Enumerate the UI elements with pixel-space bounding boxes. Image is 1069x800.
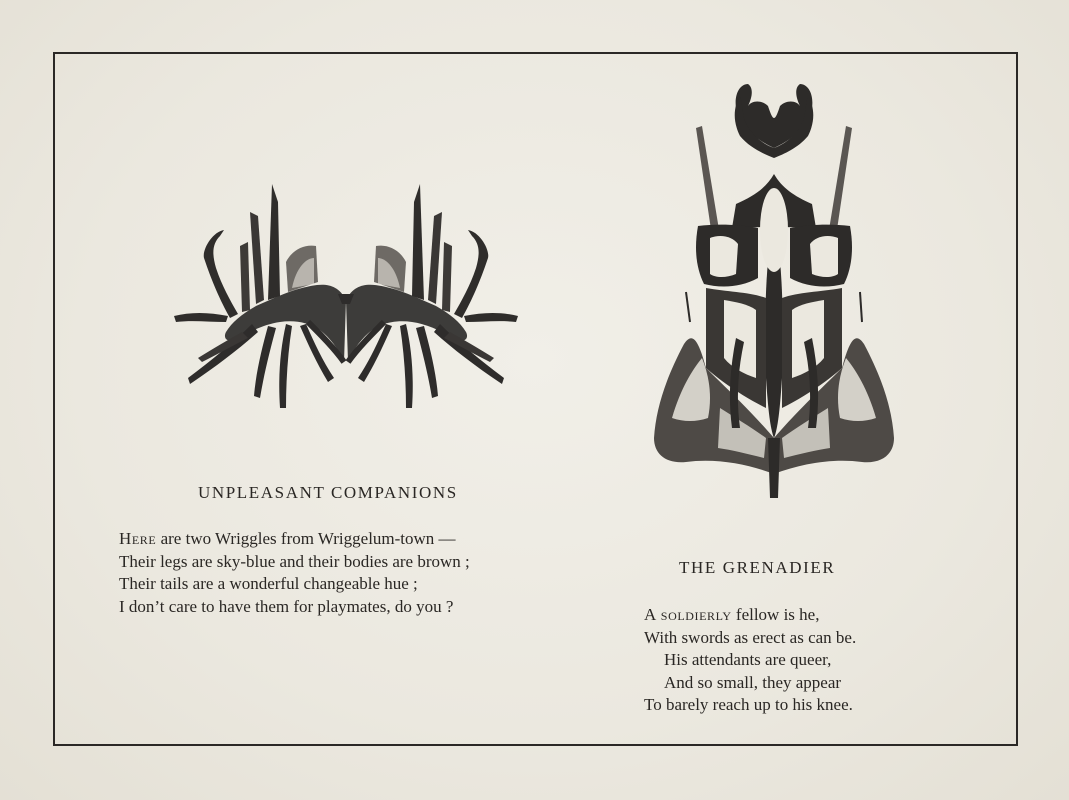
poem-verse-the-grenadier — [644, 604, 856, 717]
wriggles-inkblot-image — [168, 172, 524, 430]
verse-line: Their legs are sky-blue and their bodies are brown ; — [119, 551, 470, 571]
verse-line: To barely reach up to his knee. — [644, 695, 853, 714]
verse-line: And so small, they appear — [664, 672, 842, 692]
grenadier-inkblot-image — [636, 78, 912, 506]
verse-line: Their tails are a wonderful changeable hue ; — [119, 574, 418, 593]
poem-verse-unpleasant-companions — [119, 528, 470, 618]
verse-line: With swords as erect as can be. — [644, 627, 857, 647]
verse-first-word: A soldierly — [644, 605, 732, 624]
verse-line-rest: fellow is he, — [731, 605, 820, 624]
grenadier-left-half — [654, 84, 774, 498]
poem-title-unpleasant-companions: UNPLEASANT COMPANIONS — [198, 483, 458, 502]
verse-line: His attendants are queer, — [664, 650, 832, 669]
verse-line — [644, 604, 856, 627]
verse-line-rest: are two Wriggles from Wriggelum-town — — [156, 529, 456, 548]
verse-first-word: Here — [119, 529, 157, 548]
wriggle-left-half — [174, 184, 346, 408]
verse-line — [119, 528, 470, 551]
grenadier-right-half — [774, 84, 894, 498]
wriggle-right-half — [346, 184, 518, 408]
poem-title-the-grenadier: THE GRENADIER — [679, 558, 836, 577]
verse-line: I don’t care to have them for playmates, do you ? — [119, 596, 454, 616]
